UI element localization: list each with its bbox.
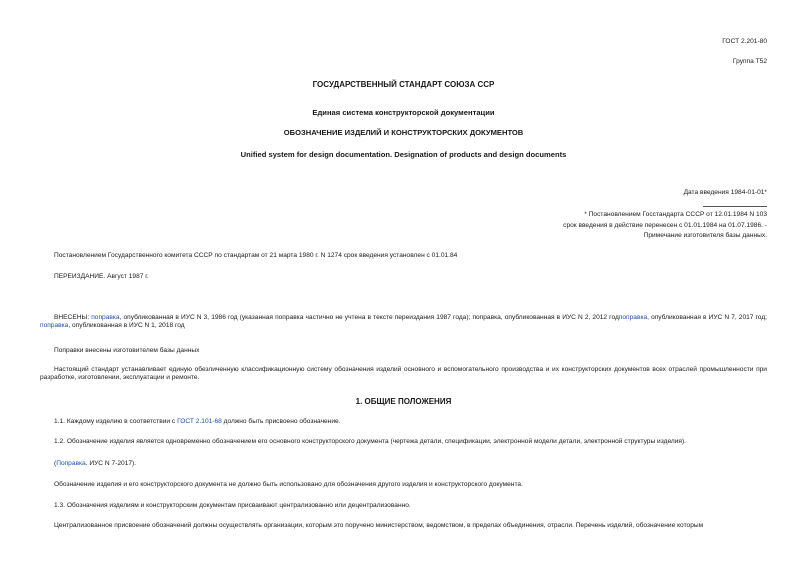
amendments-text: , опубликованная в ИУС N 7, 2017 год; [647, 314, 767, 321]
document-title: ОБОЗНАЧЕНИЕ ИЗДЕЛИЙ И КОНСТРУКТОРСКИХ ДОКУМЕНТОВ [283, 128, 524, 137]
amendment-link[interactable]: поправка [91, 314, 120, 321]
intro-date: Дата введения 1984-01-01* [683, 189, 767, 196]
footnote-line: Примечание изготовителя базы данных. [643, 232, 767, 240]
footnote-line: * Постановлением Госстандарта СССР от 12.01.1984 N 103 [584, 211, 767, 218]
gost-reference-link[interactable]: ГОСТ 2.101-68 [177, 418, 222, 425]
amendment-link[interactable]: поправка [618, 314, 648, 321]
amendments-text: , опубликованная в ИУС N 3, 1986 год (указанная поправка частично не учтена в тексте переиздания 1987 года); поправка, опубликованная в ИУС N 2, 2012 год [119, 314, 619, 321]
clause-1-2-continued: Обозначение изделия и его конструкторского документа не должно быть использовано для обозначения другого изделия и конструкторского документа. [54, 481, 523, 488]
decree-paragraph: Постановлением Государственного комитета СССР по стандартам от 21 марта 1980 г. N 1274 срок введения установлен с 01.01.84 [54, 252, 458, 259]
amendments-text: , опубликованная в ИУС N 1, 2018 год [68, 322, 185, 330]
clause-text: 1.1. Каждому изделию в соответствии с [54, 418, 178, 425]
clause-text: должно быть присвоено обозначение. [221, 418, 341, 425]
system-title: Единая система конструкторской документации [312, 108, 495, 117]
footnote-divider [703, 206, 767, 207]
paren-open: ( [54, 460, 57, 467]
reissue-paragraph: ПЕРЕИЗДАНИЕ. Август 1987 г. [54, 273, 149, 280]
english-title: Unified system for design documentation. Designation of products and design documents [240, 150, 567, 159]
section-heading: 1. ОБЩИЕ ПОЛОЖЕНИЯ [355, 397, 452, 406]
amendments-paragraph [40, 314, 767, 330]
document-code: ГОСТ 2.201-80 [722, 38, 767, 45]
amendment-link[interactable]: поправка [40, 322, 69, 330]
state-standard-title: ГОСУДАРСТВЕННЫЙ СТАНДАРТ СОЮЗА ССР [312, 80, 495, 89]
clause-1-3: 1.3. Обозначения изделиям и конструкторским документам присваивают централизованно или децентрализованно. [54, 502, 411, 509]
amendment-reference [40, 460, 767, 468]
scope-paragraph: Настоящий стандарт устанавливает единую обезличенную классификационную систему обозначения изделий основного и вспомогательного производства и их конструкторских документов всех отраслей промышленности при разработке, изготовлении, эксплуатации и ремонте. [40, 366, 767, 382]
group-code: Группа Т52 [732, 58, 767, 65]
clause-1-3-continued: Централизованное присвоение обозначений должны осуществлять организации, которым это поручено министерством, ведомством, в пределах объединения, отрасли. Перечень изделий, обозначение которым [54, 522, 704, 529]
database-note: Поправки внесены изготовителем базы данных [54, 347, 200, 354]
footnote [563, 210, 767, 242]
amendments-prefix: ВНЕСЕНЫ: [54, 314, 92, 321]
amendment-ref-text: . ИУС N 7-2017). [85, 460, 137, 467]
clause-1-1 [40, 418, 767, 426]
footnote-line: срок введения в действие перенесен с 01.01.1984 на 01.07.1986. - [563, 221, 767, 229]
clause-1-2: 1.2. Обозначение изделия является одновременно обозначением его основного конструкторского документа (чертежа детали, спецификации, электронной модели детали, электронной структуры изделия). [54, 438, 687, 445]
amendment-link[interactable]: Поправка [56, 460, 86, 467]
